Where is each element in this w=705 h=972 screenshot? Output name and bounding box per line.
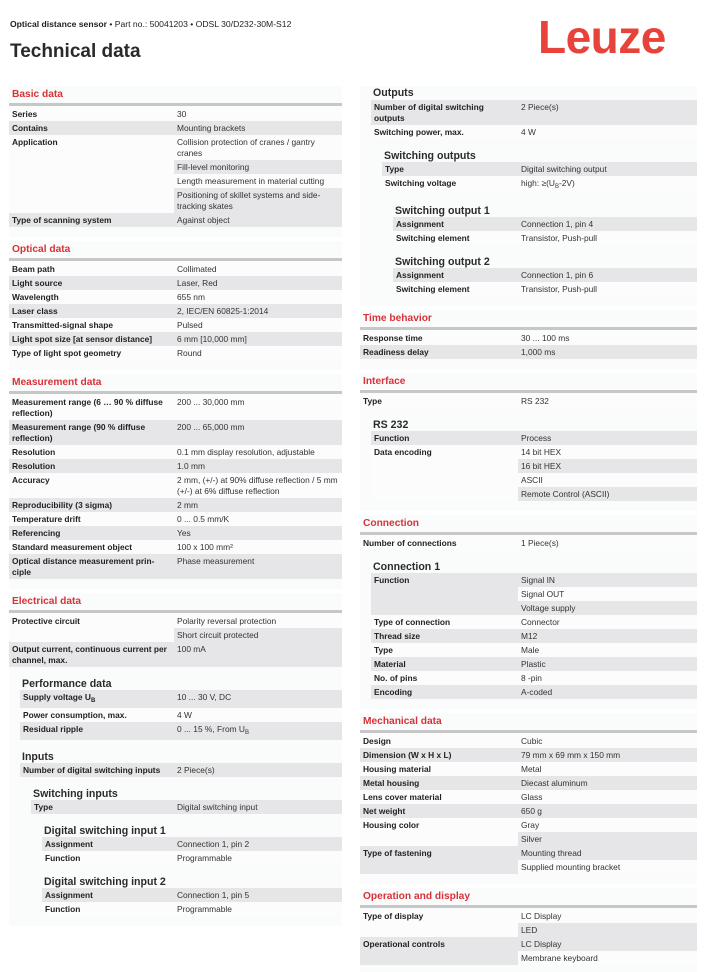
spec-row [42,837,342,851]
spec-label: Accuracy [9,473,174,498]
spec-row [9,121,342,135]
subsection-title: Outputs [373,87,414,99]
spec-table [9,107,342,227]
spec-row [371,685,697,699]
spec-value: ASCII [518,473,697,487]
section-divider [360,532,697,535]
spec-value: A-coded [518,685,697,699]
spec-label: Type [382,162,518,176]
subsection-outputs [371,86,697,139]
spec-row [360,394,697,408]
subsection-title: Connection 1 [373,561,441,573]
spec-label: Thread size [371,629,518,643]
section-body-mechanical-data [360,713,697,874]
spec-value: LC Display [518,937,697,951]
spec-value: 10 ... 30 V, DC [174,690,342,708]
spec-label: Type of light spot geometry [9,346,174,360]
spec-row [9,554,342,579]
spec-row [371,615,697,629]
spec-value: Metal [518,762,697,776]
spec-value: Round [174,346,342,360]
section-optical-data [9,241,342,370]
spec-row [371,643,697,657]
spec-row [393,231,697,245]
spec-value: Supplied mounting bracket [518,860,697,874]
part-number: Part no.: 50041203 [114,19,188,29]
spec-label: Function [42,902,174,916]
section-body-electrical-data [9,593,342,667]
right-column [360,86,697,972]
spec-table [31,800,342,814]
spec-value: Diecast aluminum [518,776,697,790]
subsection-title: Digital switching input 1 [44,825,166,837]
section-basic-data [9,86,342,237]
spec-value: Positioning of skillet systems and side-tracking skates [174,188,342,213]
spec-row [42,851,342,865]
spec-label: Type [31,800,174,814]
spec-table [360,394,697,408]
spec-row [9,135,342,160]
spec-value: Fill-level monitoring [174,160,342,174]
product-type: Optical distance sensor [10,19,107,29]
spec-row [360,790,697,804]
subsection-connection-1 [371,550,697,699]
spec-row [9,213,342,227]
spec-label: Temperature drift [9,512,174,526]
spec-label: Reproducibility (3 sigma) [9,498,174,512]
section-body-connection [360,515,697,550]
spec-label: Type [371,643,518,657]
spec-label: Laser class [9,304,174,318]
spec-value: 16 bit HEX [518,459,697,473]
spec-label: Light source [9,276,174,290]
spec-value: Digital switching input [174,800,342,814]
spec-label: Resolution [9,445,174,459]
spec-row [360,909,697,923]
section-mechanical-data [360,713,697,884]
spec-value: Glass [518,790,697,804]
section-body-basic-data [9,86,342,227]
section-title: Electrical data [12,596,82,607]
spec-label: Measurement range (90 % diffuse reflection) [9,420,174,445]
spec-value: Connection 1, pin 4 [518,217,697,231]
spec-label: Number of digital switching outputs [371,100,518,125]
spec-row [9,498,342,512]
section-connection [360,515,697,709]
spec-table [360,536,697,550]
left-column [9,86,342,930]
spec-label: Dimension (W x H x L) [360,748,518,762]
section-time-behavior [360,310,697,369]
spec-label: Series [9,107,174,121]
spec-value: 4 W [518,125,697,139]
spec-label: Housing material [360,762,518,776]
spec-value: LC Display [518,909,697,923]
spec-label: Supply voltage $U_B$ [20,690,174,708]
spec-row [360,345,697,359]
spec-value: 655 nm [174,290,342,304]
spec-value: Mounting thread [518,846,697,860]
spec-value: 2 mm [174,498,342,512]
spec-value: Plastic [518,657,697,671]
spec-value: Cubic [518,734,697,748]
spec-value: Polarity reversal protection [174,614,342,628]
spec-value: Gray [518,818,697,832]
spec-row [9,614,342,628]
spec-row [9,318,342,332]
section-title: Connection [363,518,420,529]
section-title: Basic data [12,89,63,100]
spec-table [20,690,342,740]
spec-table [9,614,342,667]
spec-label: Metal housing [360,776,518,790]
spec-value: LED [518,923,697,937]
spec-label: Readiness delay [360,345,518,359]
spec-row [20,708,342,722]
spec-value: Phase measurement [174,554,342,579]
spec-label: Measurement range (6 … 90 % diffuse reflection) [9,395,174,420]
section-body-time-behavior [360,310,697,359]
spec-value: 100 mA [174,642,342,667]
spec-label: Protective circuit [9,614,174,642]
spec-row [42,902,342,916]
spec-row [360,937,697,951]
spec-label: Switching power, max. [371,125,518,139]
spec-label: Optical distance measurement prin-ciple [9,554,174,579]
spec-label: Function [42,851,174,865]
section-divider [360,327,697,330]
spec-value: 30 [174,107,342,121]
spec-label: Assignment [393,217,518,231]
spec-row [20,763,342,777]
spec-value: Digital switching output [518,162,697,176]
spec-label: Transmitted-signal shape [9,318,174,332]
subsection-switching-output-1 [393,194,697,245]
section-body-interface [360,373,697,408]
spec-row [371,445,697,459]
spec-value: 1 Piece(s) [518,536,697,550]
spec-value: M12 [518,629,697,643]
spec-row [9,290,342,304]
spec-label: Standard measurement object [9,540,174,554]
spec-value: Length measurement in material cutting [174,174,342,188]
spec-table [360,734,697,874]
spec-value: 2 Piece(s) [518,100,697,125]
spec-table [393,217,697,245]
spec-label: Resolution [9,459,174,473]
spec-value: 14 bit HEX [518,445,697,459]
spec-row [9,473,342,498]
spec-label: Net weight [360,804,518,818]
spec-value: Signal IN [518,573,697,587]
spec-label: Type of display [360,909,518,937]
spec-label: Lens cover material [360,790,518,804]
spec-value: 200 ... 65,000 mm [174,420,342,445]
spec-label: Design [360,734,518,748]
spec-row [9,445,342,459]
spec-table [393,268,697,296]
spec-row [9,107,342,121]
section-title: Measurement data [12,377,102,388]
subsection-title: Performance data [22,678,112,690]
spec-row [360,804,697,818]
spec-table [371,100,697,139]
spec-value: Process [518,431,697,445]
spec-row [9,512,342,526]
spec-value: 2, IEC/EN 60825-1:2014 [174,304,342,318]
spec-value: Pulsed [174,318,342,332]
spec-value: Male [518,643,697,657]
spec-table [9,395,342,579]
spec-value: 4 W [174,708,342,722]
spec-value: 200 ... 30,000 mm [174,395,342,420]
spec-value: 0 ... 0.5 mm/K [174,512,342,526]
spec-value: Signal OUT [518,587,697,601]
subsection-title: Switching output 1 [395,205,490,217]
document-subtitle: Optical distance sensor • Part no.: 50041203 • ODSL 30/D232-30M-S12 [10,19,292,29]
spec-label: Number of connections [360,536,518,550]
spec-value: Laser, Red [174,276,342,290]
section-electrical-data [9,593,342,926]
spec-row [360,776,697,790]
section-body-optical-data [9,241,342,360]
subsection-title: Switching inputs [33,788,118,800]
spec-value: Collimated [174,262,342,276]
subsection-switching-output-2 [393,245,697,296]
spec-label: Type of fastening [360,846,518,874]
spec-value: Programmable [174,902,342,916]
spec-row [20,722,342,740]
spec-value: Silver [518,832,697,846]
spec-label: Material [371,657,518,671]
spec-row [9,332,342,346]
subsection-title: RS 232 [373,419,409,431]
spec-value: Voltage supply [518,601,697,615]
subsection-title: Inputs [22,751,54,763]
spec-row [360,734,697,748]
spec-value: Remote Control (ASCII) [518,487,697,501]
subsection-rs-232 [371,408,697,501]
spec-value: 6 mm [10,000 mm] [174,332,342,346]
spec-value: Transistor, Push-pull [518,231,697,245]
spec-label: Switching element [393,282,518,296]
spec-row [371,671,697,685]
section-body-operation-and-display [360,888,697,965]
spec-label: Assignment [42,837,174,851]
spec-table [371,431,697,501]
spec-value: 30 ... 100 ms [518,331,697,345]
spec-value: Yes [174,526,342,540]
section-divider [9,258,342,261]
spec-row [393,217,697,231]
spec-label: Switching element [393,231,518,245]
spec-row [42,888,342,902]
section-outputs [360,86,697,306]
spec-label: Number of digital switching inputs [20,763,174,777]
spec-row [9,526,342,540]
spec-label: Response time [360,331,518,345]
spec-row [9,262,342,276]
spec-value: Connection 1, pin 6 [518,268,697,282]
spec-table [9,262,342,360]
section-divider [360,730,697,733]
section-title: Optical data [12,244,71,255]
section-divider [9,610,342,613]
spec-table [360,909,697,965]
spec-value: Collision protection of cranes / gantry cranes [174,135,342,160]
spec-value: Connector [518,615,697,629]
spec-table [42,888,342,916]
spec-value: 2 Piece(s) [174,763,342,777]
spec-value: Mounting brackets [174,121,342,135]
section-divider [360,390,697,393]
spec-row [9,395,342,420]
spec-row [9,346,342,360]
spec-row [31,800,342,814]
spec-row [393,268,697,282]
spec-row [371,573,697,587]
spec-label: Light spot size [at sensor distance] [9,332,174,346]
spec-table [382,162,697,194]
subsection-title: Switching outputs [384,150,476,162]
spec-value: Programmable [174,851,342,865]
spec-label: Assignment [42,888,174,902]
spec-row [371,629,697,643]
spec-value: 1.0 mm [174,459,342,473]
spec-label: Referencing [9,526,174,540]
spec-label: Assignment [393,268,518,282]
spec-value: Against object [174,213,342,227]
section-divider [9,391,342,394]
spec-table [42,837,342,865]
spec-row [393,282,697,296]
section-measurement-data [9,374,342,589]
spec-label: Housing color [360,818,518,846]
spec-label: Application [9,135,174,213]
spec-value: 8 -pin [518,671,697,685]
spec-row [9,642,342,667]
spec-row [20,690,342,708]
spec-row [382,176,697,194]
spec-value: Connection 1, pin 2 [174,837,342,851]
spec-label: Type of scanning system [9,213,174,227]
spec-row [371,657,697,671]
spec-label: Operational controls [360,937,518,965]
spec-label: Contains [9,121,174,135]
section-divider [360,905,697,908]
spec-value: Membrane keyboard [518,951,697,965]
subsection-title: Switching output 2 [395,256,490,268]
spec-value: 0 ... 15 %, From $U_B$ [174,722,342,740]
spec-row [371,431,697,445]
section-divider [9,103,342,106]
spec-table [20,763,342,777]
subsection-digital-switching-input-2 [42,865,342,916]
spec-value: 2 mm, (+/-) at 90% diffuse reflection / 5 mm (+/-) at 6% diffuse reflection [174,473,342,498]
spec-value: 100 x 100 mm² [174,540,342,554]
spec-label: Wavelength [9,290,174,304]
section-title: Mechanical data [363,716,442,727]
subsection-title: Digital switching input 2 [44,876,166,888]
spec-row [9,276,342,290]
spec-label: Function [371,431,518,445]
spec-label: Beam path [9,262,174,276]
spec-label: Residual ripple [20,722,174,740]
section-operation-and-display [360,888,697,972]
subsection-digital-switching-input-1 [42,814,342,865]
spec-value: Connection 1, pin 5 [174,888,342,902]
section-title: Operation and display [363,891,470,902]
spec-label: Encoding [371,685,518,699]
spec-label: Power consumption, max. [20,708,174,722]
subsection-switching-inputs [31,777,342,814]
spec-value: Short circuit protected [174,628,342,642]
spec-row [360,748,697,762]
spec-value: 650 g [518,804,697,818]
spec-row [360,331,697,345]
leuze-logo: Leuze [538,11,666,63]
spec-row [371,125,697,139]
spec-value: high: $\ge(U_B-2V)$ [518,176,697,194]
section-title: Time behavior [363,313,432,324]
subsection-inputs [20,740,342,777]
spec-value: 0.1 mm display resolution, adjustable [174,445,342,459]
spec-label: Type of connection [371,615,518,629]
section-body-measurement-data [9,374,342,579]
subsection-switching-outputs [382,139,697,194]
spec-value: RS 232 [518,394,697,408]
spec-row [382,162,697,176]
model-name: ODSL 30/D232-30M-S12 [195,19,292,29]
spec-row [9,459,342,473]
spec-label: Type [360,394,518,408]
spec-label: Switching voltage [382,176,518,194]
spec-value: 1,000 ms [518,345,697,359]
spec-value: Transistor, Push-pull [518,282,697,296]
spec-row [371,100,697,125]
spec-row [9,304,342,318]
spec-label: No. of pins [371,671,518,685]
section-title: Interface [363,376,406,387]
subsection-performance-data [20,667,342,740]
section-interface [360,373,697,511]
spec-row [9,420,342,445]
spec-label: Function [371,573,518,615]
spec-label: Output current, continuous current per channel, max. [9,642,174,667]
spec-table [371,573,697,699]
page-title: Technical data [10,41,141,62]
spec-row [9,540,342,554]
spec-row [360,818,697,832]
spec-row [360,762,697,776]
spec-table [360,331,697,359]
spec-row [360,846,697,860]
spec-label: Data encoding [371,445,518,501]
spec-row [360,536,697,550]
spec-value: 79 mm x 69 mm x 150 mm [518,748,697,762]
